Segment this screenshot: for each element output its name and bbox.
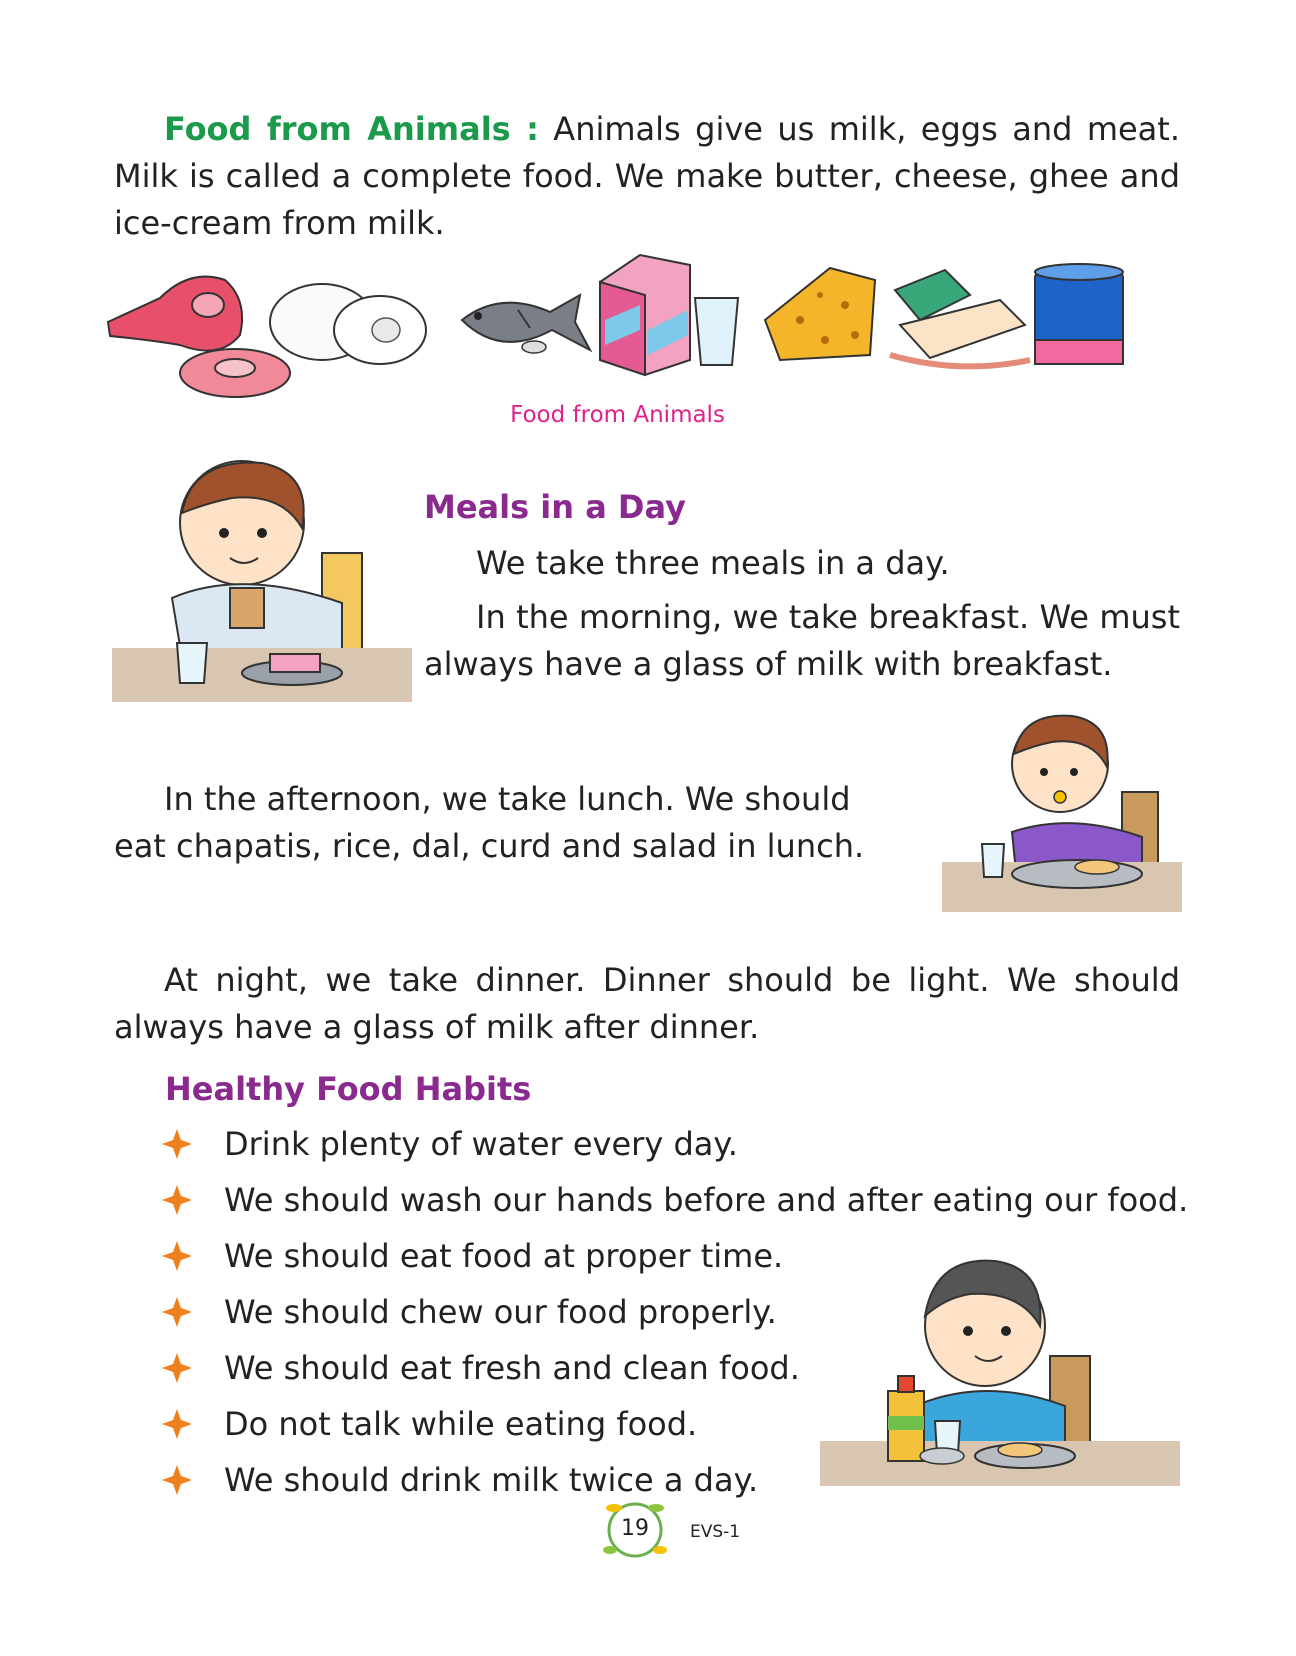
book-code: EVS-1 bbox=[690, 1522, 741, 1542]
eggs-image bbox=[270, 284, 426, 364]
milk-carton-image bbox=[600, 255, 738, 375]
list-item bbox=[162, 1293, 777, 1331]
four-point-star-icon bbox=[162, 1129, 192, 1159]
intro-text: Animals give us milk, eggs and meat. Milk is called a complete food. We make butter, cheese, ghee and ice-cream from milk. bbox=[114, 110, 1181, 242]
habits-heading: Healthy Food Habits bbox=[165, 1070, 532, 1108]
figure-caption: Food from Animals bbox=[510, 402, 725, 428]
meals-paragraph-2: In the morning, we take breakfast. We must always have a glass of milk with breakfast. bbox=[424, 598, 1180, 683]
list-item-text: We should wash our hands before and after eating our food. bbox=[224, 1181, 1189, 1219]
list-item bbox=[162, 1349, 800, 1387]
intro-paragraph bbox=[114, 106, 1180, 247]
four-point-star-icon bbox=[162, 1409, 192, 1439]
list-item-text: We should eat fresh and clean food. bbox=[224, 1349, 800, 1387]
meals-paragraph-4: At night, we take dinner. Dinner should be light. We should always have a glass of milk after dinner. bbox=[114, 961, 1180, 1046]
dinner-illustration bbox=[820, 1256, 1180, 1486]
page-footer bbox=[600, 1498, 760, 1562]
four-point-star-icon bbox=[162, 1297, 192, 1327]
meals-heading: Meals in a Day bbox=[424, 488, 686, 526]
breakfast-illustration bbox=[112, 458, 412, 702]
list-item bbox=[162, 1461, 758, 1499]
food-from-animals-illustration bbox=[100, 250, 1200, 410]
four-point-star-icon bbox=[162, 1185, 192, 1215]
intro-label: Food from Animals : bbox=[164, 110, 539, 148]
list-item-text: Do not talk while eating food. bbox=[224, 1405, 698, 1443]
meat-image bbox=[108, 277, 290, 397]
list-item-text: We should eat food at proper time. bbox=[224, 1237, 784, 1275]
list-item-text: We should drink milk twice a day. bbox=[224, 1461, 759, 1499]
page-number: 19 bbox=[621, 1516, 649, 1541]
cheese-image bbox=[765, 268, 875, 360]
meals-paragraph-3: In the afternoon, we take lunch. We should eat chapatis, rice, dal, curd and salad in lunch. bbox=[114, 780, 865, 865]
four-point-star-icon bbox=[162, 1241, 192, 1271]
butter-image bbox=[890, 270, 1030, 366]
ghee-tin-image bbox=[1035, 264, 1123, 364]
lunch-illustration bbox=[942, 712, 1182, 912]
list-item-text: Drink plenty of water every day. bbox=[224, 1125, 738, 1163]
fish-image bbox=[462, 295, 590, 353]
four-point-star-icon bbox=[162, 1465, 192, 1495]
four-point-star-icon bbox=[162, 1353, 192, 1383]
list-item bbox=[162, 1405, 697, 1443]
list-item bbox=[162, 1125, 738, 1163]
list-item-text: We should chew our food properly. bbox=[224, 1293, 777, 1331]
list-item bbox=[162, 1237, 783, 1275]
list-item bbox=[162, 1181, 1188, 1219]
meals-paragraph-1: We take three meals in a day. bbox=[476, 544, 950, 582]
